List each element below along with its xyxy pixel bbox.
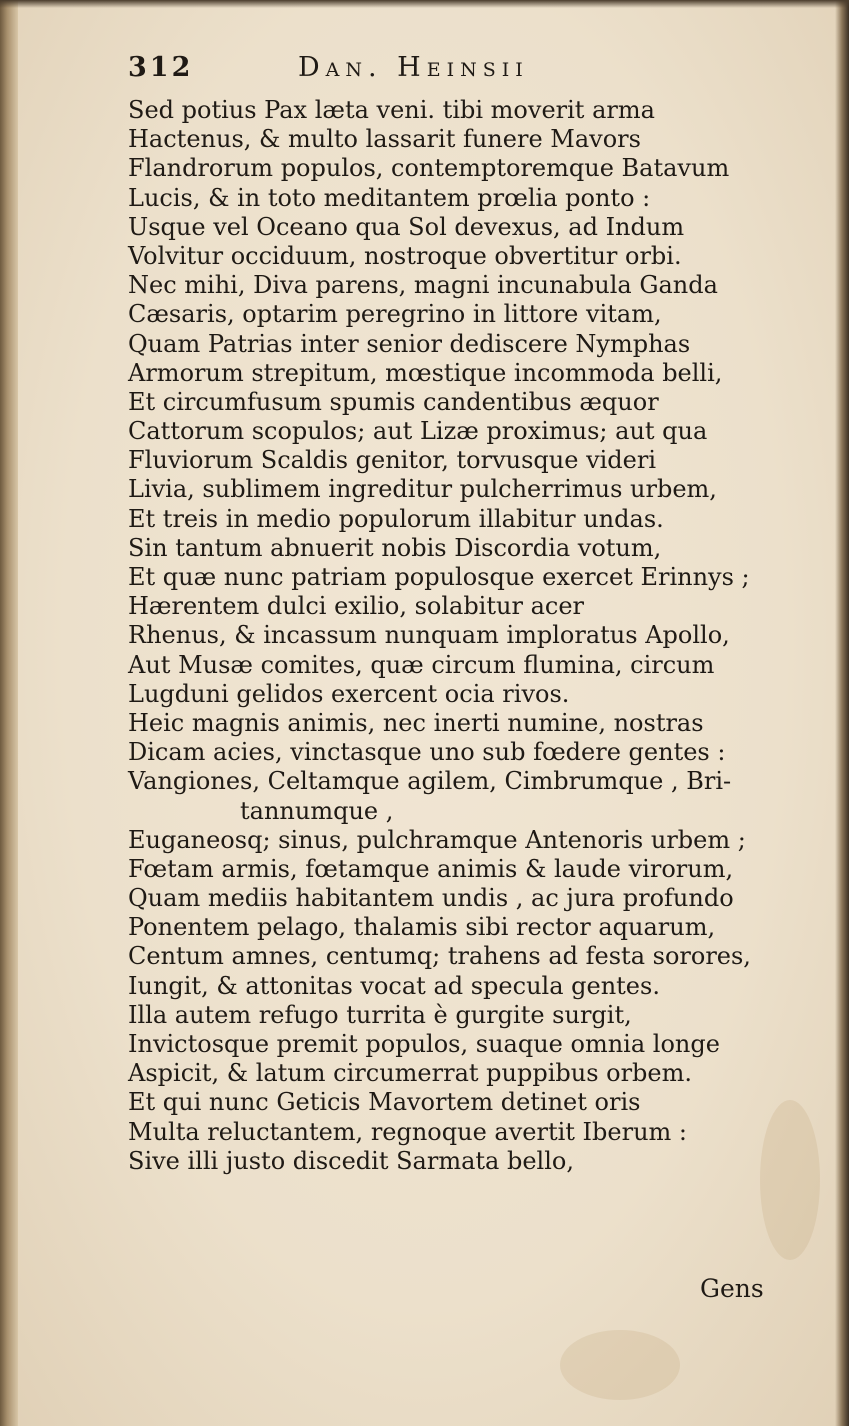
verse-line: Invictosque premit populos, suaque omnia longe: [128, 1030, 720, 1058]
running-title: Dan. Heinsii: [298, 52, 529, 83]
text-block: [128, 52, 808, 1176]
verse-line: Volvitur occiduum, nostroque obvertitur orbi.: [128, 241, 682, 270]
verse-line: Hærentem dulci exilio, solabitur acer: [128, 592, 584, 621]
verse-line-continuation: tannumque ,: [240, 796, 394, 825]
verse-line: Lugduni gelidos exercent ocia rivos.: [128, 679, 570, 708]
verse-line: Dicam acies, vinctasque uno sub fœdere gentes :: [128, 738, 726, 767]
verse-line: Centum amnes, centumq; trahens ad festa sorores,: [128, 942, 751, 971]
verse-line: Et treis in medio populorum illabitur undas.: [128, 504, 664, 533]
verse-line: Lucis, & in toto meditantem prœlia ponto :: [128, 183, 651, 212]
verse-line: Ponentem pelago, thalamis sibi rector aquarum,: [128, 913, 716, 942]
verse-line: Livia, sublimem ingreditur pulcherrimus urbem,: [128, 475, 717, 504]
verse-line: Hactenus, & multo lassarit funere Mavors: [128, 125, 641, 154]
verse-line: Iungit, & attonitas vocat ad specula gentes.: [128, 971, 660, 1000]
page-edge-shadow: [835, 0, 849, 1426]
verse-line: Cæsaris, optarim peregrino in littore vitam,: [128, 300, 662, 329]
verse-lines: [128, 96, 808, 1176]
verse-line: Aut Musæ comites, quæ circum flumina, circum: [128, 650, 715, 679]
page-top-shadow: [0, 0, 849, 8]
verse-line: Et quæ nunc patriam populosque exercet Erinnys ;: [128, 563, 750, 591]
verse-line: Euganeosq; sinus, pulchramque Antenoris urbem ;: [128, 825, 746, 854]
verse-line: Quam Patrias inter senior dediscere Nymphas: [128, 329, 691, 358]
verse-line: Armorum strepitum, mœstique incommoda belli,: [128, 358, 723, 387]
verse-line: Quam mediis habitantem undis , ac jura profundo: [128, 884, 734, 913]
page-number: 312: [128, 52, 194, 83]
verse-line: Sed potius Pax læta veni. tibi moverit arma: [128, 96, 655, 124]
verse-line: Rhenus, & incassum nunquam imploratus Apollo,: [128, 621, 730, 650]
page-header: [128, 52, 808, 96]
page-binding-shadow: [0, 0, 18, 1426]
verse-line: Nec mihi, Diva parens, magni incunabula Ganda: [128, 271, 718, 300]
verse-line: Fœtam armis, fœtamque animis & laude virorum,: [128, 854, 734, 883]
verse-line: Illa autem refugo turrita è gurgite surgit,: [128, 1000, 632, 1029]
verse-line: Flandrorum populos, contemptoremque Batavum: [128, 154, 730, 183]
verse-line: Cattorum scopulos; aut Lizæ proximus; aut qua: [128, 417, 708, 446]
verse-line: Sin tantum abnuerit nobis Discordia votum,: [128, 533, 662, 562]
verse-line: Multa reluctantem, regnoque avertit Iberum :: [128, 1117, 687, 1146]
paper-stain: [560, 1330, 680, 1400]
verse-line: Aspicit, & latum circumerrat puppibus orbem.: [128, 1059, 693, 1088]
verse-line: Sive illi justo discedit Sarmata bello,: [128, 1146, 574, 1175]
verse-line: Et circumfusum spumis candentibus æquor: [128, 387, 659, 416]
verse-line: Fluviorum Scaldis genitor, torvusque videri: [128, 446, 657, 475]
verse-line: Heic magnis animis, nec inerti numine, nostras: [128, 708, 704, 737]
verse-line: Usque vel Oceano qua Sol devexus, ad Indum: [128, 212, 685, 241]
verse-line: Et qui nunc Geticis Mavortem detinet oris: [128, 1088, 641, 1117]
verse-line: Vangiones, Celtamque agilem, Cimbrumque , Bri-: [128, 767, 732, 796]
catchword: Gens: [700, 1274, 764, 1303]
